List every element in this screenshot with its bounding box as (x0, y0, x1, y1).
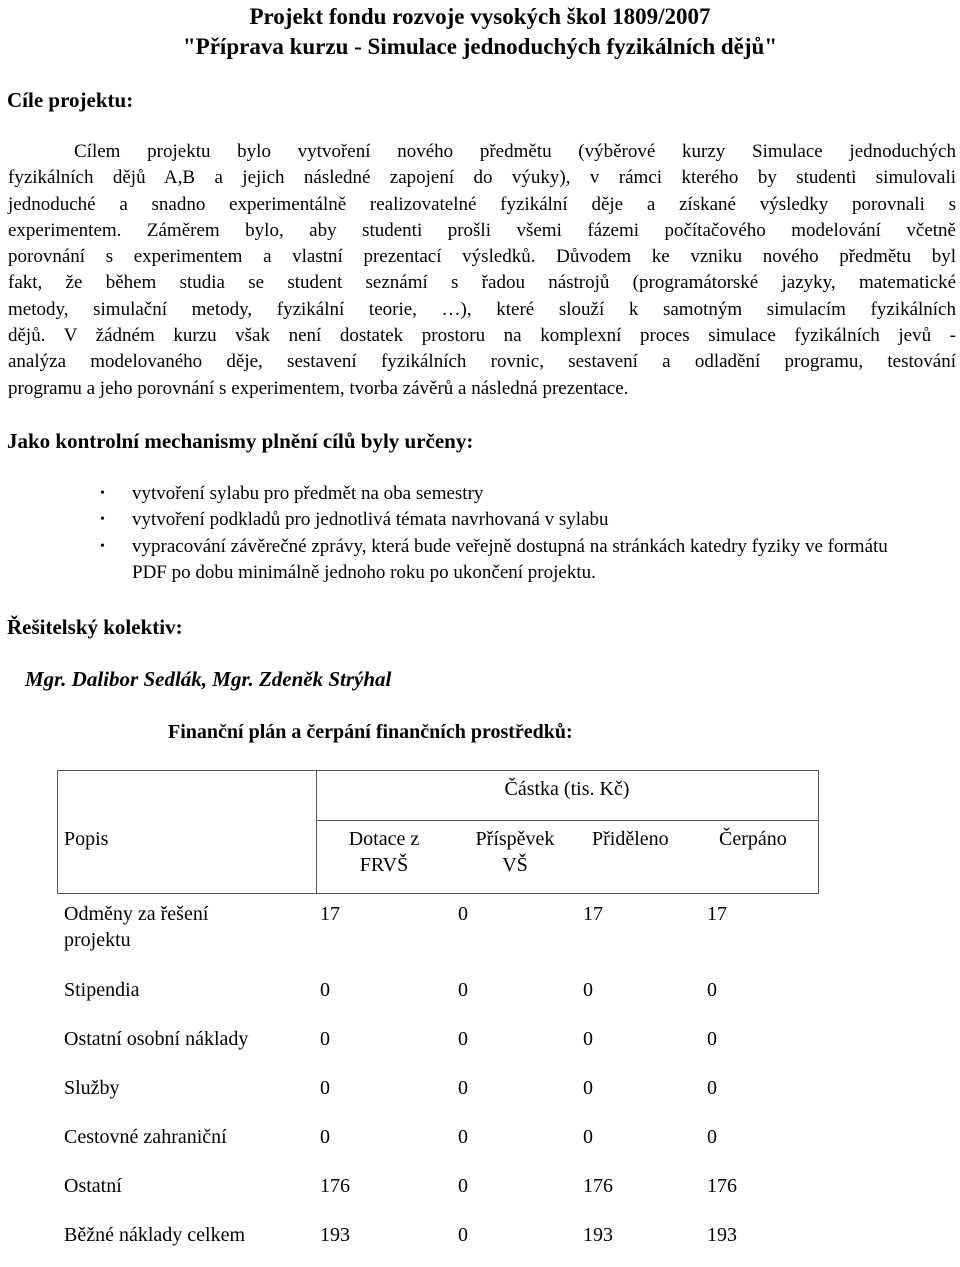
bullet-icon: • (100, 512, 105, 528)
table-group-divider (316, 820, 818, 821)
goals-line-8: dějů. V žádném kurzu však není dostatek prostoru na komplexní proces simulace fyzikálních jevů - (8, 325, 956, 347)
team-members: Mgr. Dalibor Sedlák, Mgr. Zdeněk Strýhal (25, 667, 392, 691)
table-group-header: Částka (tis. Kč) (504, 778, 630, 800)
list-item (100, 534, 912, 587)
goals-line-5: porovnání s experimentem a vlastní prezentací výsledků. Důvodem ke vzniku nového předmětu byl (8, 246, 956, 268)
cell-cerpano: 0 (707, 1028, 717, 1050)
cell-dotace: 0 (320, 979, 330, 1001)
table-header-prideleno: Přiděleno (592, 828, 669, 850)
cell-prideleno: 0 (583, 1028, 593, 1050)
cell-cerpano: 193 (707, 1224, 737, 1246)
cell-prispevek: 0 (458, 1126, 468, 1148)
list-item (100, 507, 920, 533)
cell-dotace: 176 (320, 1175, 350, 1197)
table-header-popis: Popis (64, 828, 109, 850)
table-border-right (818, 770, 819, 894)
cell-cerpano: 17 (707, 903, 727, 925)
cell-prideleno: 193 (583, 1224, 613, 1246)
list-item-text: vypracování závěrečné zprávy, která bude veřejně dostupná na stránkách katedry fyziky ve formátu PDF po dobu minimálně jednoho roku po ukončení projektu. (132, 535, 888, 583)
goals-heading: Cíle projektu: (7, 88, 134, 112)
cell-prispevek: 0 (458, 1077, 468, 1099)
cell-cerpano: 176 (707, 1175, 737, 1197)
cell-prideleno: 176 (583, 1175, 613, 1197)
cell-prideleno: 17 (583, 903, 603, 925)
goals-paragraph (8, 139, 956, 402)
title-line-2: "Příprava kurzu - Simulace jednoduchých fyzikálních dějů" (182, 34, 778, 59)
table-header-cerpano: Čerpáno (719, 828, 787, 850)
cell-dotace: 0 (320, 1028, 330, 1050)
cell-dotace: 193 (320, 1224, 350, 1246)
table-header-divider (57, 893, 818, 894)
goals-line-10: programu a jeho porovnání s experimentem, tvorba závěrů a následná prezentace. (8, 377, 629, 399)
document-title (0, 2, 960, 62)
finance-heading: Finanční plán a čerpání finančních prostředků: (168, 721, 573, 743)
bullet-icon: • (100, 538, 105, 554)
row-label: Odměny za řešení projektu (64, 903, 209, 951)
goals-line-1-text: Cílem projektu bylo vytvoření nového předmětu (výběrové kurzy Simulace jednoduchých (74, 141, 956, 162)
cell-cerpano: 0 (707, 1077, 717, 1099)
cell-dotace: 0 (320, 1077, 330, 1099)
control-heading: Jako kontrolní mechanismy plnění cílů byly určeny: (7, 429, 474, 453)
row-label: Běžné náklady celkem (64, 1224, 246, 1246)
cell-dotace: 17 (320, 903, 340, 925)
control-list (100, 481, 920, 586)
cell-prideleno: 0 (583, 979, 593, 1001)
table-border-left (57, 770, 58, 894)
row-label: Ostatní osobní náklady (64, 1028, 249, 1050)
goals-line-2: fyzikálních dějů A,B a jejich následné zapojení do výuky), v rámci kterého by studenti simulovali (8, 167, 956, 189)
goals-line-7: metody, simulační metody, fyzikální teorie, …), které slouží k samotným simulacím fyzikálních (8, 298, 956, 320)
title-line-1: Projekt fondu rozvoje vysokých škol 1809/2007 (249, 4, 711, 29)
cell-cerpano: 0 (707, 1126, 717, 1148)
cell-prispevek: 0 (458, 979, 468, 1001)
list-item-text: vytvoření podkladů pro jednotlivá témata navrhovaná v sylabu (132, 509, 609, 531)
goals-line-4: experimentem. Záměrem bylo, aby studenti prošli všemi fázemi počítačového modelování včetně (8, 219, 956, 241)
cell-prispevek: 0 (458, 1175, 468, 1197)
row-label: Cestovné zahraniční (64, 1126, 227, 1148)
goals-line-9: analýza modelovaného děje, sestavení fyzikálních rovnic, sestavení a odladění programu, testování (8, 351, 956, 373)
row-label: Služby (64, 1077, 120, 1099)
goals-line-3: jednoduché a snadno experimentálně realizovatelné fyzikální děje a získané výsledky porovnali s (8, 193, 956, 215)
goals-line-1 (8, 139, 956, 165)
bullet-icon: • (100, 486, 105, 501)
goals-line-6: fakt, že během studia se student seznámí s řadou nástrojů (programátorské jazyky, matematické (8, 272, 956, 294)
row-label: Ostatní (64, 1175, 122, 1197)
cell-cerpano: 0 (707, 979, 717, 1001)
cell-prideleno: 0 (583, 1077, 593, 1099)
table-border-top (57, 770, 818, 771)
team-heading: Řešitelský kolektiv: (7, 615, 183, 639)
list-item (100, 481, 920, 507)
table-header-prispevek: Příspěvek VŠ (475, 828, 555, 876)
cell-prispevek: 0 (458, 1028, 468, 1050)
cell-prideleno: 0 (583, 1126, 593, 1148)
cell-prispevek: 0 (458, 1224, 468, 1246)
list-item-text: vytvoření sylabu pro předmět na oba semestry (132, 483, 484, 504)
row-label: Stipendia (64, 979, 140, 1001)
table-header-dotace: Dotace z FRVŠ (348, 828, 420, 876)
cell-prispevek: 0 (458, 903, 468, 925)
cell-dotace: 0 (320, 1126, 330, 1148)
